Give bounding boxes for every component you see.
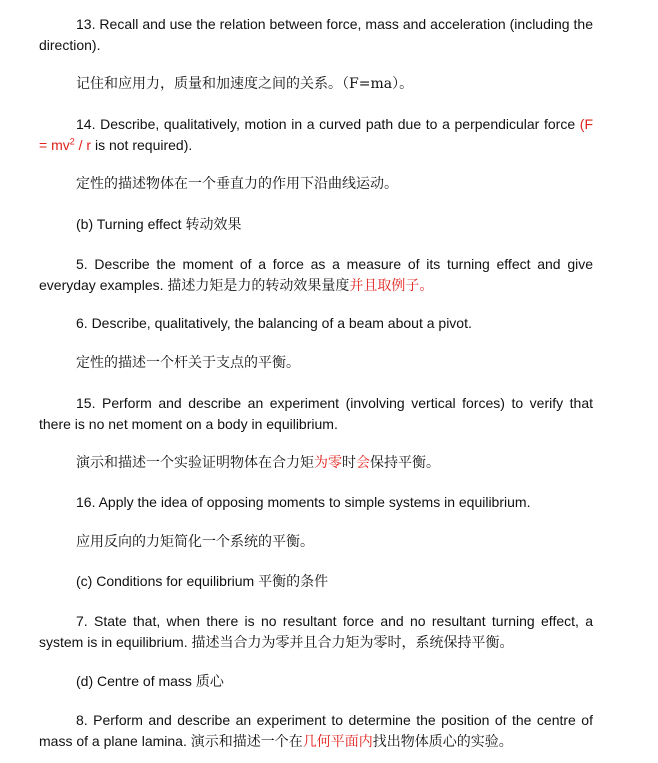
paragraph-7 (39, 611, 593, 654)
paragraph-16-english (39, 492, 593, 513)
p16-zh-text: 应用反向的力矩简化一个系统的平衡。 (76, 534, 314, 550)
paragraph-6-chinese (39, 353, 593, 374)
p5-zh-highlight: 并且取例子。 (349, 278, 434, 294)
p7-zh-text: 描述当合力为零并且合力矩为零时，系统保持平衡。 (191, 635, 514, 651)
p14-formula-b: / r (74, 137, 92, 153)
p13-zh-text: 记住和应用力，质量和加速度之间的关系。（F=ma）。 (76, 76, 414, 92)
paragraph-13-english (39, 14, 593, 56)
p14-formula-a: (F = mv (39, 116, 593, 153)
paragraph-6-english (39, 313, 593, 334)
p5-text: 5. Describe the moment of a force as a measure of its turning effect and give everyday examples. (39, 256, 593, 293)
paragraph-14-english (39, 114, 593, 156)
p6-text: 6. Describe, qualitatively, the balancing of a beam about a pivot. (76, 315, 472, 331)
paragraph-15-english (39, 393, 593, 435)
section-d-heading-text: (d) Centre of mass 质心 (76, 673, 224, 689)
section-b-heading-text: (b) Turning effect 转动效果 (76, 216, 242, 232)
section-c-heading-text: (c) Conditions for equilibrium 平衡的条件 (76, 573, 329, 589)
p14-text-a: 14. Describe, qualitatively, motion in a curved path due to a perpendicular force (76, 116, 580, 132)
p14-zh-text: 定性的描述物体在一个垂直力的作用下沿曲线运动。 (76, 176, 398, 192)
section-c-heading (39, 571, 593, 592)
paragraph-16-chinese (39, 532, 593, 553)
p8-zh-highlight: 几何平面内 (302, 734, 373, 750)
section-d-heading (39, 671, 593, 692)
p14-formula-sup: 2 (69, 136, 75, 147)
p8-text: 8. Perform and describe an experiment to determine the position of the centre of mass of a plane lamina. (39, 712, 593, 749)
p15-zh-c: 保持平衡。 (370, 455, 440, 471)
p15-zh-highlight-a: 为零 (314, 455, 342, 471)
p6-zh-text: 定性的描述一个杆关于支点的平衡。 (76, 355, 300, 371)
p8-zh-b: 找出物体质心的实验。 (372, 734, 513, 750)
p8-zh-a: 演示和描述一个在 (190, 734, 303, 750)
paragraph-13-chinese (39, 74, 593, 95)
section-b-heading (39, 214, 593, 235)
paragraph-14-chinese (39, 174, 593, 195)
p15-zh-a: 演示和描述一个实验证明物体在合力矩 (76, 455, 314, 471)
p7-text: 7. State that, when there is no resultant force and no resultant turning effect, a system is in equilibrium. (39, 613, 593, 650)
p5-zh-text: 描述力矩是力的转动效果量度 (167, 278, 350, 294)
paragraph-5 (39, 254, 593, 297)
paragraph-8 (39, 710, 593, 753)
p16-text: 16. Apply the idea of opposing moments to simple systems in equilibrium. (76, 494, 531, 510)
p15-zh-b: 时 (342, 455, 356, 471)
p14-text-b: is not required). (91, 137, 193, 153)
p13-text: 13. Recall and use the relation between force, mass and acceleration (including the direction). (39, 16, 593, 53)
paragraph-15-chinese (39, 453, 593, 474)
p15-text: 15. Perform and describe an experiment (involving vertical forces) to verify that there is no net moment on a body in equilibrium. (39, 395, 593, 432)
p15-zh-highlight-b: 会 (356, 455, 370, 471)
